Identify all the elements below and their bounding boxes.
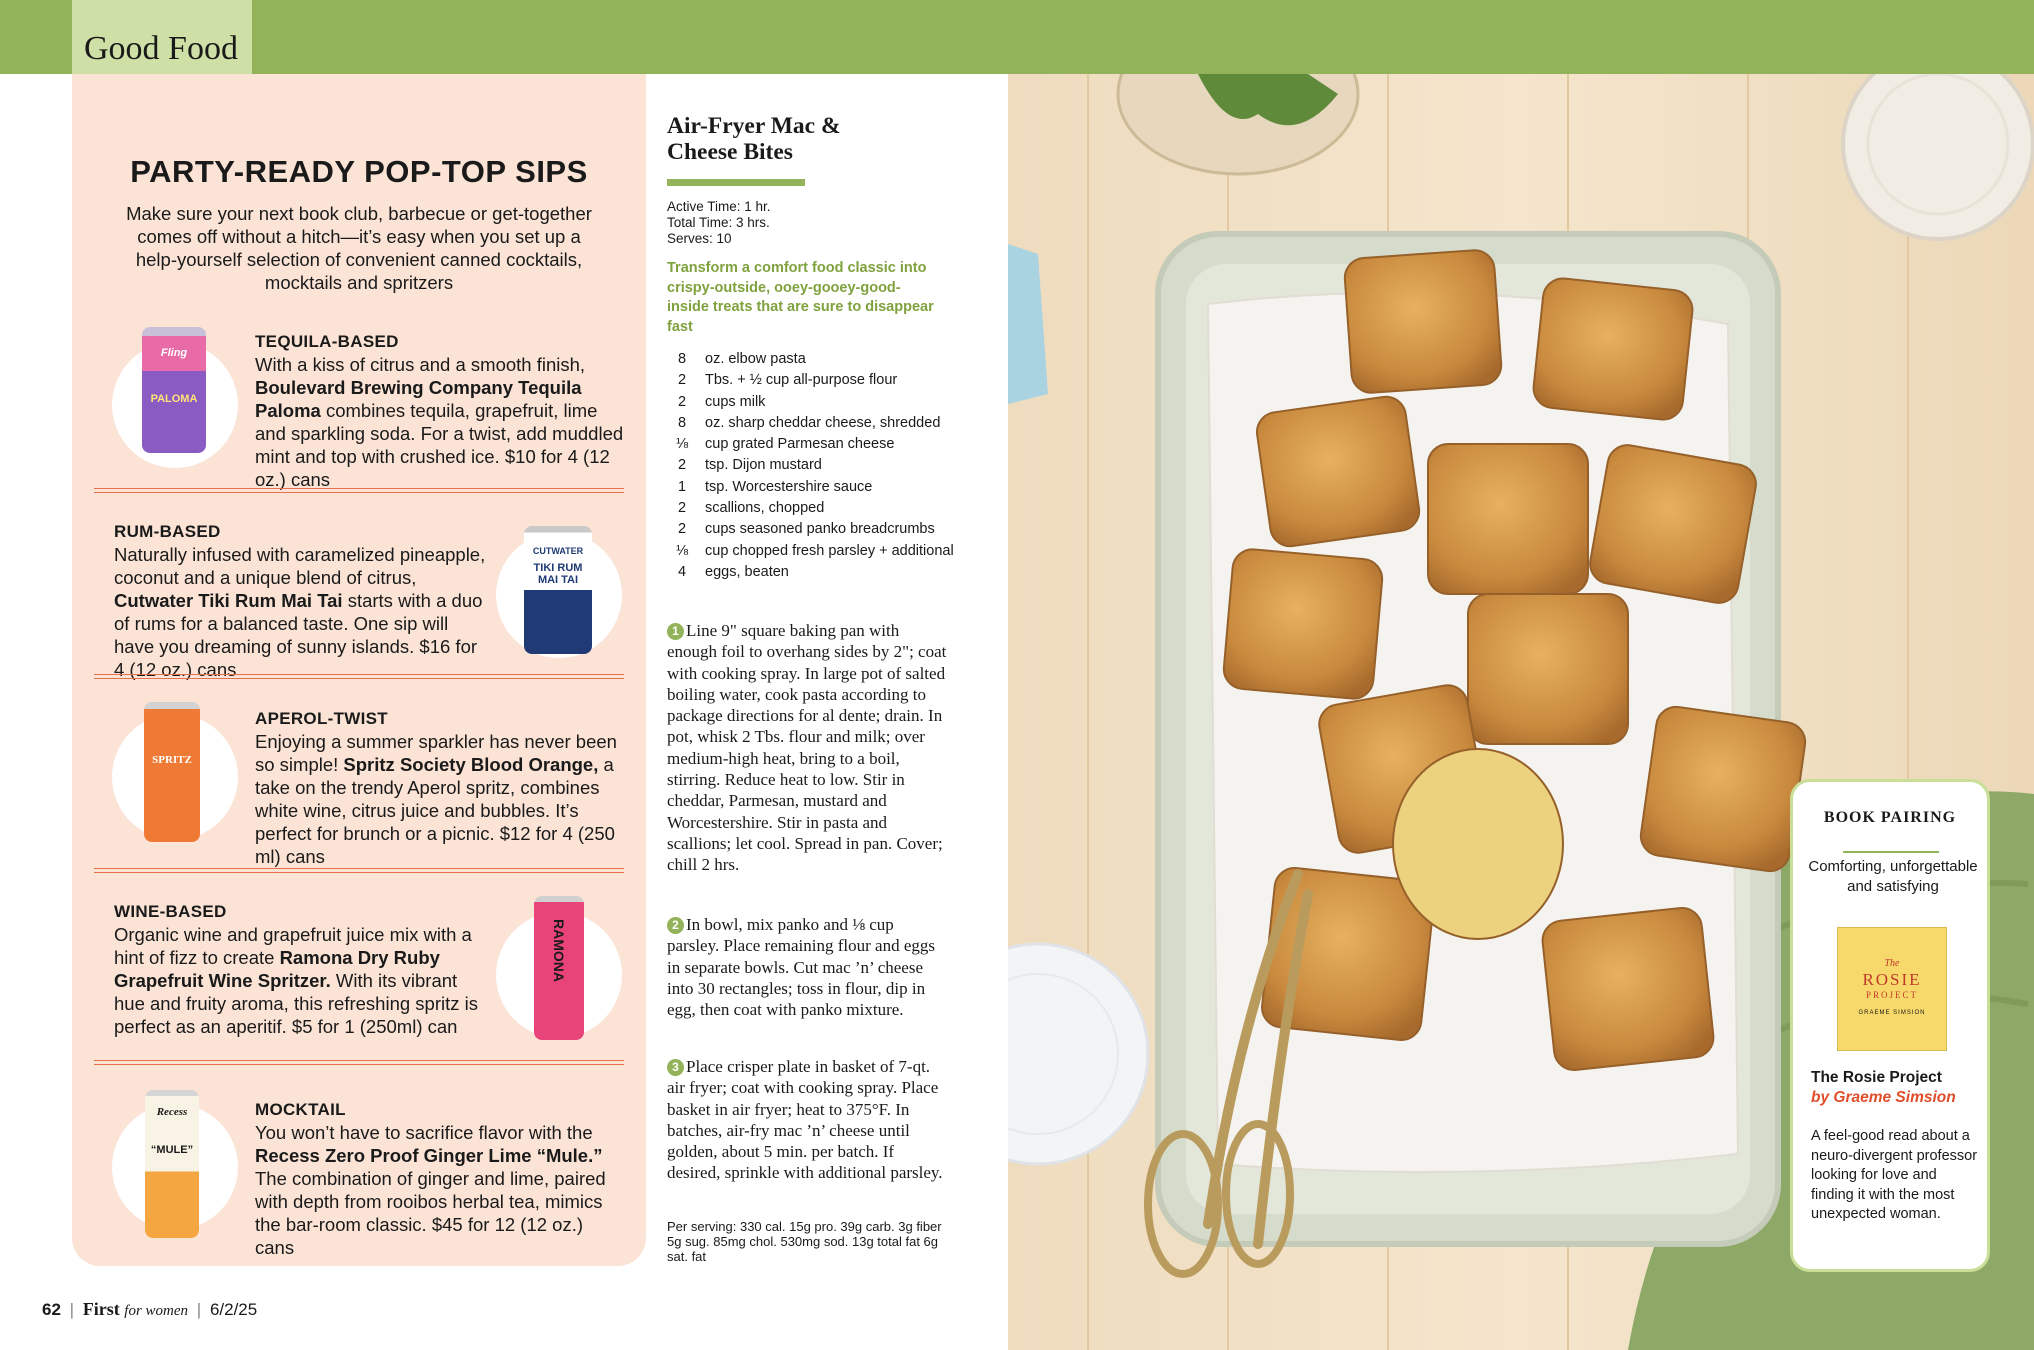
can-label: “MULE” (150, 1144, 194, 1156)
top-banner (0, 0, 2034, 74)
book-author: by Graeme Simsion (1811, 1089, 1956, 1106)
ingredient-item: scallions, chopped (705, 500, 825, 517)
cover-author: GRAEME SIMSION (1858, 1010, 1926, 1016)
book-blurb: A feel-good read about a neuro-divergent professor looking for love and finding it with the most unexpected woman. (1811, 1128, 1978, 1222)
total-time: Total Time: 3 hrs. (667, 215, 770, 230)
title-underline (667, 179, 805, 186)
sip-description: With a kiss of citrus and a smooth finish, Boulevard Brewing Company Tequila Paloma combines tequila, grapefruit, lime and sparkling soda. For a twist, add muddled mint and top with crushed ice. $10 for 4 (12 oz.) cans (255, 354, 624, 490)
sip-heading: RUM-BASED (114, 522, 221, 541)
ingredient-qty: 8 (677, 351, 687, 367)
ingredient-qty: 8 (677, 414, 687, 431)
ingredient-list (667, 349, 957, 583)
cover-title: ROSIE (1862, 970, 1922, 989)
ingredient-item: oz. sharp cheddar cheese, shredded (705, 414, 941, 431)
sip-heading: APEROL-TWIST (255, 709, 388, 728)
recipe-step (667, 620, 947, 876)
sips-title: PARTY-READY POP-TOP SIPS (130, 154, 588, 189)
product-name: Spritz Society Blood Orange, (343, 754, 599, 775)
label-underline (1843, 851, 1939, 853)
ingredient-qty: 2 (677, 521, 687, 538)
ingredient-qty: 2 (677, 393, 687, 410)
ingredient-qty: 4 (677, 563, 687, 580)
sip-heading: MOCKTAIL (255, 1100, 346, 1119)
issue-date: 6/2/25 (209, 1300, 258, 1319)
folio-separator: | (69, 1300, 75, 1319)
step-number: 2 (667, 917, 684, 934)
ingredient (667, 370, 957, 391)
spritz-can-image (144, 702, 200, 842)
page-number: 62 (42, 1300, 61, 1319)
ingredient-item: eggs, beaten (705, 563, 789, 580)
sips-intro: Make sure your next book club, barbecue or get-together comes off without a hitch—it’s easy when you set up a help-yourself selection of convenient canned cocktails, mocktails and spritzers (126, 203, 592, 293)
ingredient-qty: 1 (677, 478, 687, 495)
active-time: Active Time: 1 hr. (667, 199, 771, 214)
step-text: In bowl, mix panko and ⅛ cup parsley. Place remaining flour and eggs in separate bowls. Cut mac ’n’ cheese into 30 rectangles; toss in flour, dip in egg, then coat with panko mixture. (667, 915, 935, 1020)
ingredient-qty: 2 (677, 457, 687, 474)
step-text: Line 9" square baking pan with enough foil to overhang sides by 2"; coat with cooking spray. In large pot of salted boiling water, cook pasta according to package directions for al dente; drain. In pot, whisk 2 Tbs. flour and milk; over medium-high heat, bring to a boil, stirring. Reduce heat to low. Stir in cheddar, Parmesan, mustard and Worcestershire. Stir in pasta and scallions; let cool. Spread in pan. Cover; chill 2 hrs. (667, 621, 947, 875)
recess-can-image (145, 1090, 199, 1238)
sip-wine (114, 900, 484, 1038)
ingredient-item: cup chopped fresh parsley + additional (705, 542, 954, 559)
ingredient-qty: ⅛ (675, 436, 689, 453)
sip-tequila (255, 330, 625, 491)
ingredient (667, 541, 957, 562)
ingredient-item: tsp. Worcestershire sauce (705, 478, 873, 495)
sip-description: You won’t have to sacrifice flavor with the Recess Zero Proof Ginger Lime “Mule.” The combination of ginger and lime, paired with depth from rooibos herbal tea, mimics the bar-room classic. $45 for 12 (12 oz.) cans (255, 1122, 606, 1258)
ingredient-qty: ⅛ (675, 542, 689, 559)
folio (42, 1299, 257, 1320)
magazine-brand: First for women (82, 1299, 189, 1319)
paloma-can-image (142, 327, 206, 453)
mai-tai-can-image (524, 526, 592, 654)
sip-description: Organic wine and grapefruit juice mix with a hint of fizz to create Ramona Dry Ruby Grapefruit Wine Spritzer. With its vibrant hue and fruity aroma, this refreshing spritz is perfect as an aperitif. $5 for 1 (250ml) can (114, 924, 478, 1037)
can-label: PALOMA (150, 393, 198, 405)
divider (94, 488, 624, 493)
ingredient (667, 349, 957, 370)
can-brand: Fling (160, 347, 188, 359)
ingredient-qty: 2 (677, 372, 687, 389)
serves: Serves: 10 (667, 231, 732, 246)
book-pairing-label: BOOK PAIRING (1823, 809, 1957, 826)
divider (94, 1060, 624, 1065)
sip-description: Naturally infused with caramelized pineapple, coconut and a unique blend of citrus, Cutwater Tiki Rum Mai Tai starts with a duo of rums for a balanced taste. One sip will have you dreaming of sunny islands. $16 for 4 (12 oz.) cans (114, 544, 486, 680)
product-name: Recess Zero Proof Ginger Lime “Mule.” (255, 1145, 603, 1166)
product-name: Ramona Dry Ruby Grapefruit Wine Spritzer. (114, 947, 440, 991)
recipe-step (667, 914, 947, 1020)
sip-description: Enjoying a summer sparkler has never been so simple! Spritz Society Blood Orange, a take on the trendy Aperol spritz, combines white wine, citrus juice and bubbles. It’s perfect for brunch or a picnic. $12 for 4 (250 ml) cans (255, 731, 617, 867)
sips-panel (72, 74, 646, 1266)
ingredient (667, 498, 957, 519)
product-name: Boulevard Brewing Company Tequila Paloma (255, 377, 582, 421)
ingredient-item: cups milk (705, 393, 766, 410)
sip-mocktail (255, 1098, 625, 1259)
can-brand: Recess (156, 1106, 188, 1118)
recipe-step (667, 1056, 947, 1184)
book-cover-image (1837, 927, 1947, 1051)
ingredient (667, 392, 957, 413)
sip-aperol (255, 707, 625, 868)
ingredient-item: cup grated Parmesan cheese (705, 436, 895, 453)
nutrition-info: Per serving: 330 cal. 15g pro. 39g carb. 3g fiber 5g sug. 85mg chol. 530mg sod. 13g total fat 6g sat. fat (667, 1219, 942, 1264)
ingredient-item: Tbs. + ½ cup all-purpose flour (705, 372, 898, 389)
ramona-can-image (534, 896, 584, 1040)
book-pairing-description: Comforting, unforgettable and satisfying (1808, 858, 1978, 895)
can-brand: CUTWATER (532, 546, 584, 556)
divider (94, 674, 624, 679)
ingredient (667, 413, 957, 434)
cover-the: The (1884, 958, 1900, 969)
step-number: 1 (667, 623, 684, 640)
step-number: 3 (667, 1059, 684, 1076)
ingredient-qty: 2 (677, 500, 687, 517)
section-tag: Good Food (72, 0, 252, 86)
book-pairing-card (1790, 779, 1990, 1272)
folio-separator: | (196, 1300, 202, 1319)
ingredient-item: tsp. Dijon mustard (705, 457, 822, 474)
cover-subtitle: PROJECT (1865, 990, 1918, 1000)
sip-heading: TEQUILA-BASED (255, 332, 399, 351)
ingredient (667, 477, 957, 498)
ingredient-item: cups seasoned panko breadcrumbs (705, 521, 935, 538)
step-text: Place crisper plate in basket of 7-qt. air fryer; coat with cooking spray. Place basket in air fryer; heat to 375°F. In batches, air-fry mac ’n’ cheese until golden, about 5 min. per batch. If desired, sprinkle with additional parsley. (667, 1057, 943, 1183)
can-label: TIKI RUM MAI TAI (533, 562, 583, 586)
book-title: The Rosie Project (1811, 1069, 1942, 1086)
can-label: RAMONA (551, 919, 567, 982)
divider (94, 868, 624, 873)
ingredient (667, 455, 957, 476)
product-name: Cutwater Tiki Rum Mai Tai (114, 590, 343, 611)
recipe-title: Air-Fryer Mac & Cheese Bites (667, 113, 841, 165)
sip-rum (114, 520, 492, 681)
ingredient (667, 562, 957, 583)
recipe-dek: Transform a comfort food classic into crispy-outside, ooey-gooey-good-inside treats that are sure to disappear fast (667, 260, 934, 335)
recipe-times (667, 199, 867, 247)
sip-heading: WINE-BASED (114, 902, 227, 921)
ingredient-item: oz. elbow pasta (705, 351, 806, 367)
ingredient (667, 434, 957, 455)
ingredient (667, 519, 957, 540)
can-label: SPRITZ (152, 754, 192, 766)
